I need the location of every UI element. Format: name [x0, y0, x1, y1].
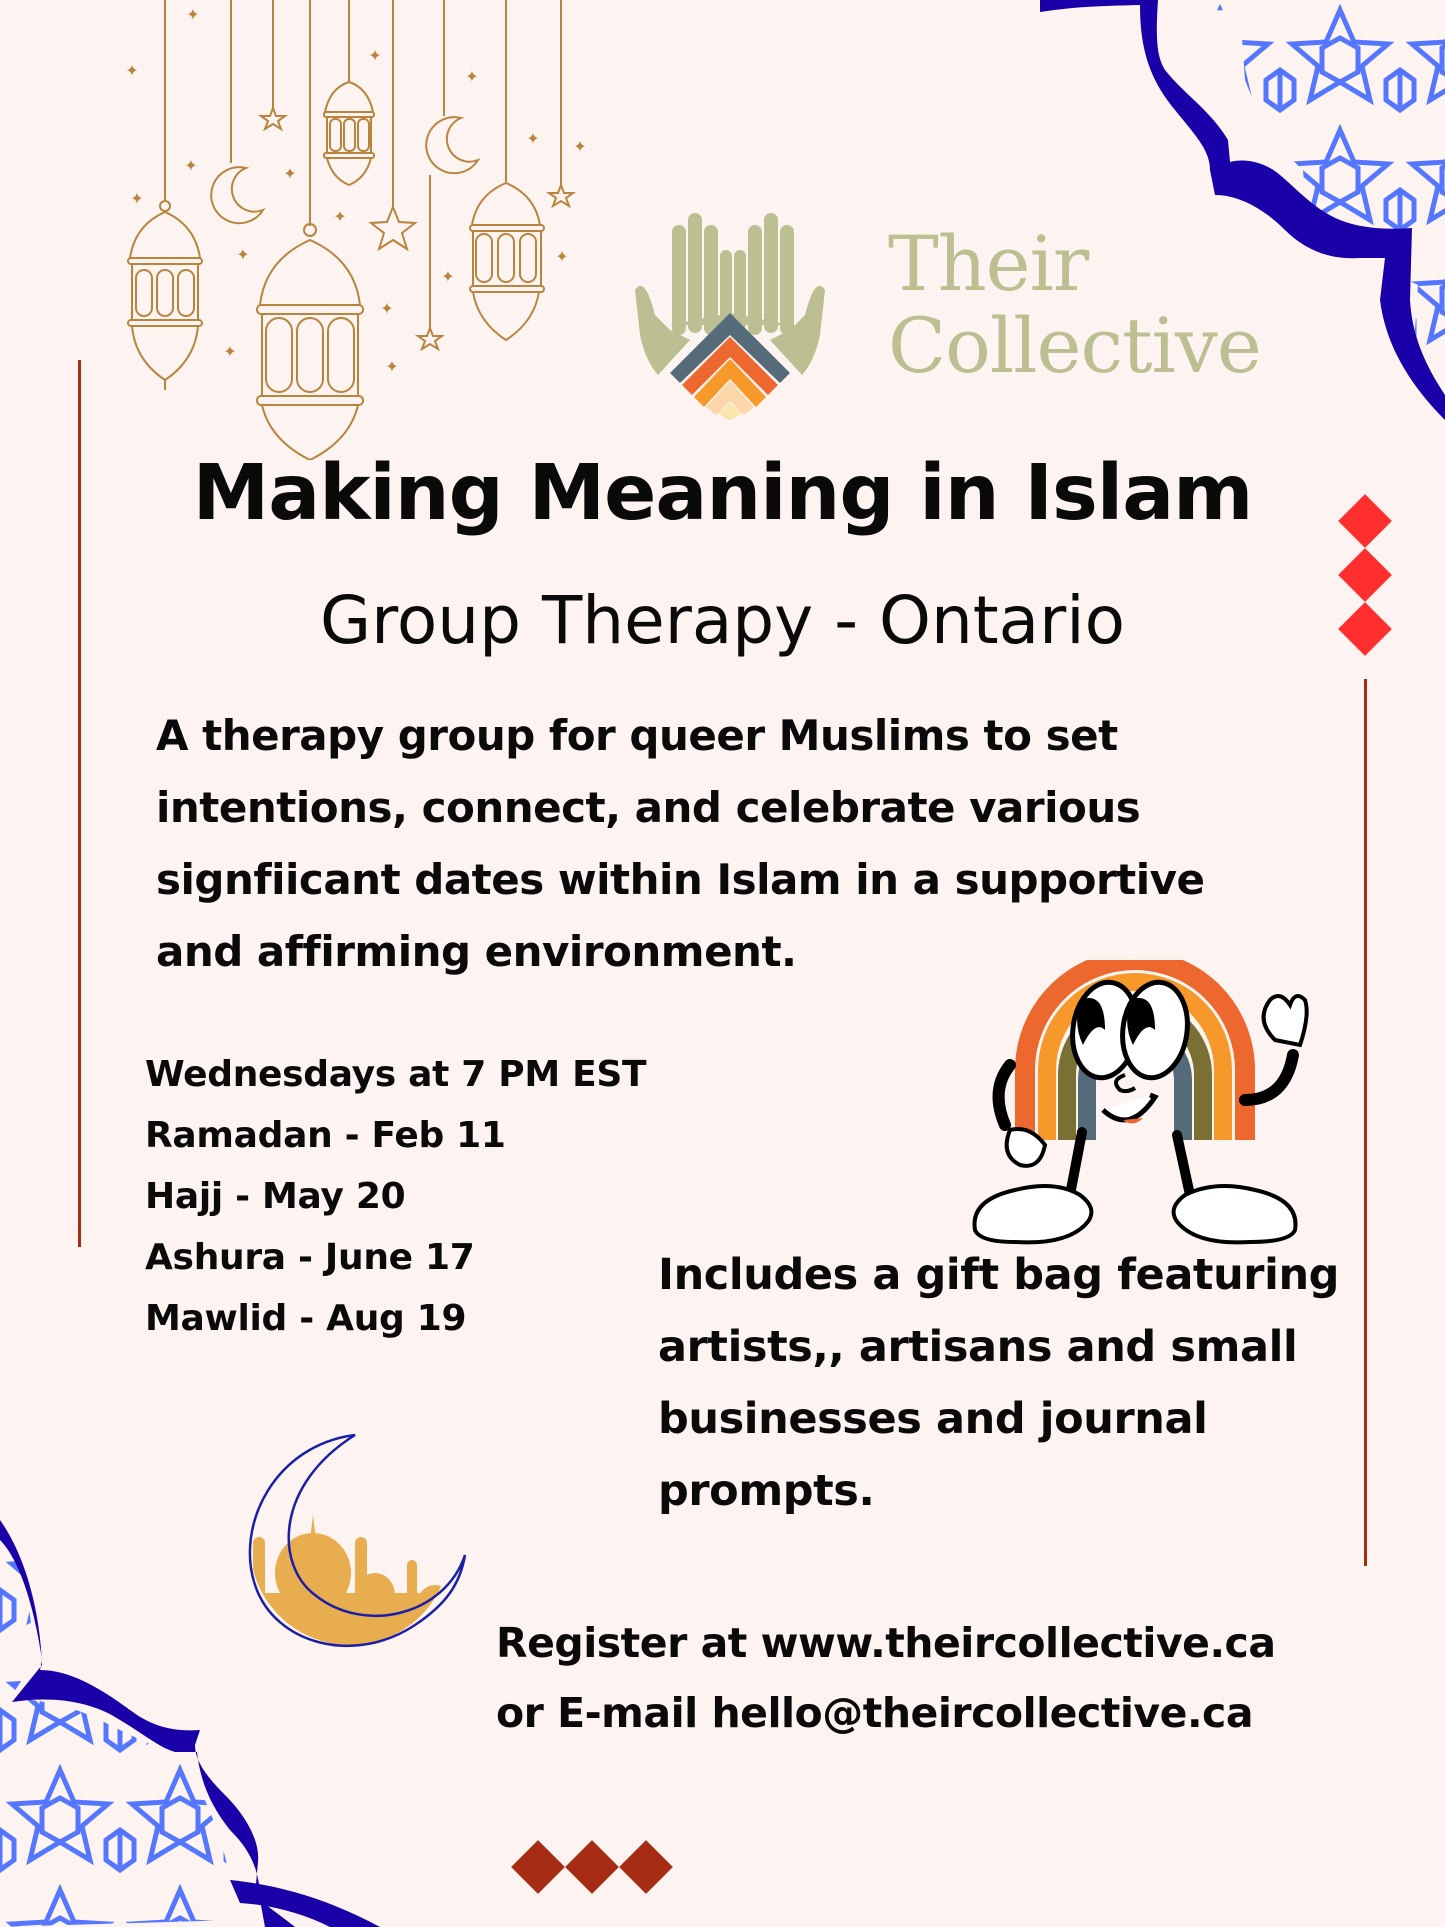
register-link[interactable]: Register at www.theircollective.ca — [496, 1619, 1276, 1667]
svg-text:✦: ✦ — [333, 207, 347, 226]
brand-name-line2: Collective — [888, 301, 1261, 390]
page-title: Making Meaning in Islam — [192, 449, 1253, 538]
description-line: A therapy group for queer Muslims to set — [156, 711, 1118, 760]
gift-description — [658, 1239, 1339, 1527]
description-line: and affirming environment. — [156, 927, 797, 976]
email-link[interactable]: or E-mail hello@theircollective.ca — [496, 1689, 1254, 1737]
session-item: Ashura - June 17 — [145, 1237, 475, 1278]
schedule — [145, 1044, 646, 1349]
svg-text:✦: ✦ — [125, 61, 139, 80]
crescent-moon-mosque-icon — [215, 1415, 475, 1665]
svg-text:✦: ✦ — [130, 189, 144, 208]
svg-text:✦: ✦ — [223, 342, 237, 361]
svg-text:✦: ✦ — [526, 129, 540, 148]
session-item: Mawlid - Aug 19 — [145, 1298, 467, 1339]
right-vertical-rule — [1364, 679, 1367, 1566]
schedule-time: Wednesdays at 7 PM EST — [145, 1054, 647, 1095]
svg-text:✦: ✦ — [368, 46, 382, 65]
brand-name-line1: Their — [888, 219, 1089, 308]
svg-text:✦: ✦ — [380, 299, 394, 318]
gift-line: Includes a gift bag featuring — [658, 1250, 1340, 1300]
description-line: signfiicant dates within Islam in a supportive — [156, 855, 1205, 904]
rainbow-mascot-icon — [955, 960, 1325, 1250]
description-line: intentions, connect, and celebrate various — [156, 783, 1141, 832]
description — [156, 700, 1336, 988]
svg-text:✦: ✦ — [441, 267, 455, 286]
svg-text:✦: ✦ — [236, 245, 250, 264]
gift-line: artists,, artisans and small — [658, 1322, 1298, 1372]
brand-logo — [630, 195, 1310, 425]
svg-text:✦: ✦ — [573, 137, 587, 156]
hands-chevron-logo-icon — [630, 195, 830, 420]
svg-text:✦: ✦ — [465, 67, 479, 86]
diamond-ornament — [565, 1840, 619, 1894]
svg-text:✦: ✦ — [385, 357, 399, 376]
svg-text:✦: ✦ — [186, 5, 200, 24]
session-item: Hajj - May 20 — [145, 1176, 406, 1217]
hanging-lanterns-icon — [100, 0, 600, 460]
svg-text:✦: ✦ — [555, 247, 569, 266]
gift-line: businesses and journal — [658, 1394, 1208, 1444]
diamond-ornament — [511, 1840, 565, 1894]
svg-text:✦: ✦ — [283, 164, 297, 183]
svg-text:✦: ✦ — [184, 156, 198, 175]
gift-line: prompts. — [658, 1466, 875, 1516]
diamond-ornament — [619, 1840, 673, 1894]
contact-info — [496, 1608, 1276, 1748]
session-item: Ramadan - Feb 11 — [145, 1115, 506, 1156]
page-subtitle: Group Therapy - Ontario — [320, 582, 1125, 659]
